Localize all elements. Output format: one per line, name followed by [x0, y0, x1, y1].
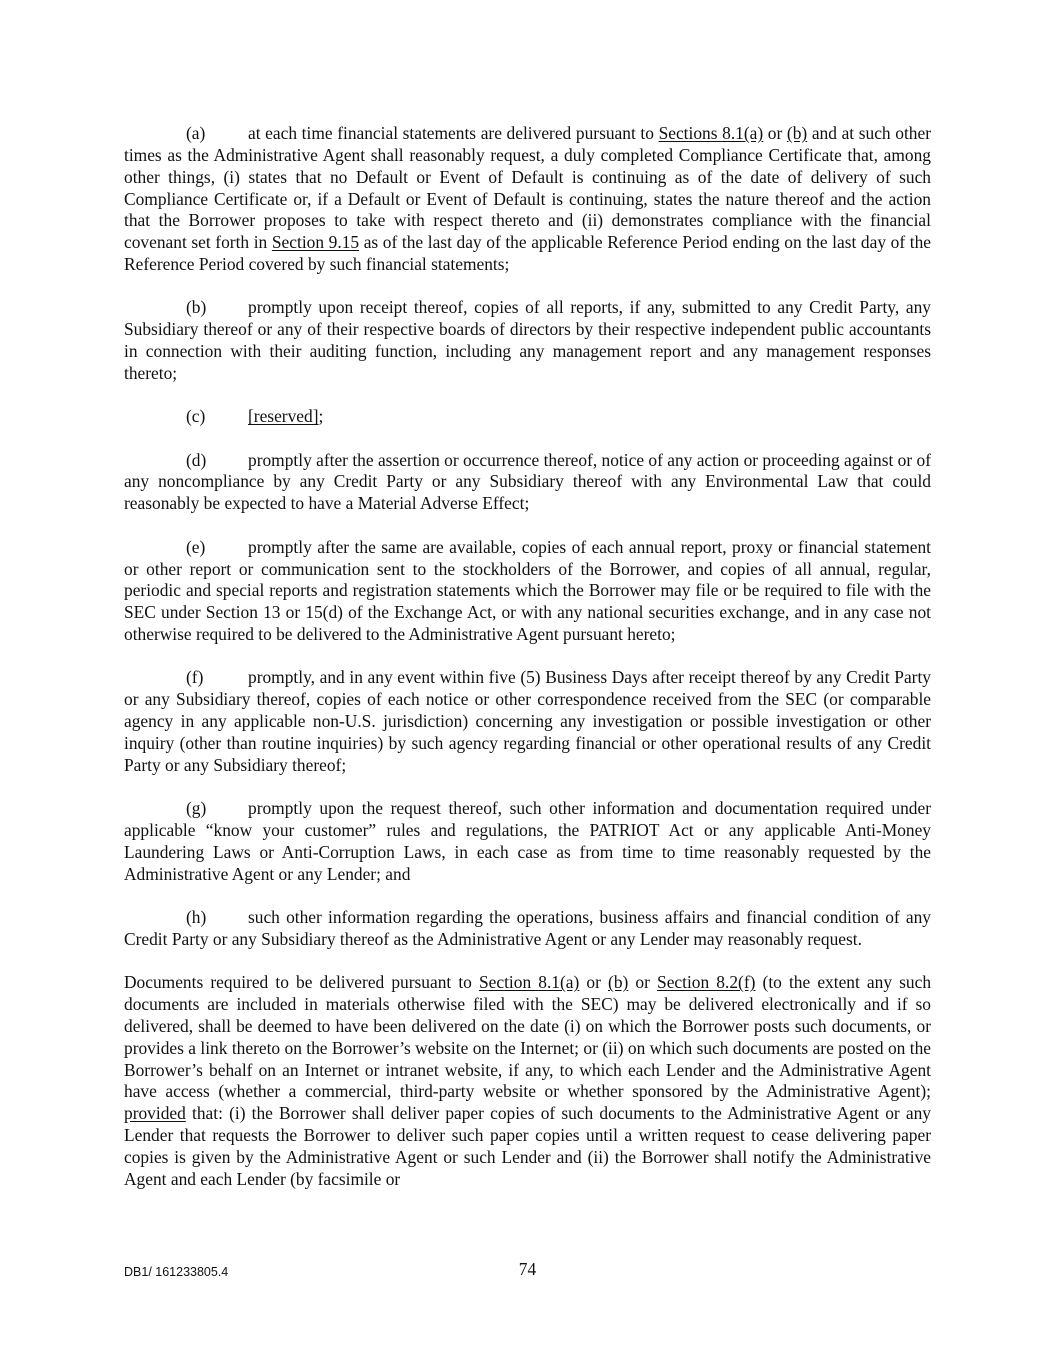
- cross-reference: (b): [608, 972, 629, 993]
- text-run: promptly upon receipt thereof, copies of all reports, if any, submitted to any Credit Party, any Subsidiary thereof or any of their respective boards of directors by their respective independent public accountants in connection with their auditing function, including any management report and any management responses thereto;: [124, 297, 931, 383]
- clause-item: [124, 537, 931, 646]
- cross-reference: [reserved]: [248, 406, 319, 427]
- clause-item: [124, 297, 931, 384]
- clause-label: (d): [186, 449, 207, 470]
- text-run: as of the last day of the applicable Reference Period ending on the last day of the Reference Period covered by such financial statements;: [124, 232, 931, 275]
- clause-item: [124, 907, 931, 951]
- text-run: ;: [318, 406, 324, 427]
- cross-reference: Section 8.1(a): [478, 972, 580, 993]
- page-number: 74: [518, 1259, 537, 1279]
- text-run: or: [763, 123, 787, 143]
- text-run: promptly after the assertion or occurrence thereof, notice of any action or proceeding against or of any noncompliance by any Credit Party or any Subsidiary thereof with any Environmental Law that could reasonably be expected to have a Material Adverse Effect;: [124, 449, 931, 514]
- document-id: DB1/ 161233805.4: [124, 1265, 229, 1279]
- clause-label: (a): [186, 123, 206, 143]
- closing-paragraph: [124, 972, 931, 1190]
- clause-label: (b): [186, 297, 207, 318]
- cross-reference: (b): [786, 123, 808, 143]
- clause-label: (h): [186, 906, 207, 927]
- text-run: promptly after the same are available, copies of each annual report, proxy or financial statement or other report or communication sent to the stockholders of the Borrower, and copies of all annual, regular, periodic and special reports and registration statements which the Borrower may file or be required to file with the SEC under Section 13 or 15(d) of the Exchange Act, or with any national securities exchange, and in any case not otherwise required to be delivered to the Administrative Agent pursuant hereto;: [124, 536, 931, 645]
- text-run: or: [579, 972, 609, 993]
- cross-reference: Section 9.15: [271, 232, 360, 253]
- clause-label: (c): [186, 406, 206, 427]
- document-body: [124, 123, 931, 1212]
- text-run: Documents required to be delivered pursuant to: [124, 972, 479, 993]
- clause-label: (e): [186, 536, 206, 557]
- clause-label: (g): [186, 798, 207, 819]
- text-run: that: (i) the Borrower shall deliver paper copies of such documents to the Administrative Agent or any Lender that requests the Borrower to deliver such paper copies until a written request to cease delivering paper copies is given by the Administrative Agent or such Lender and (ii) the Borrower shall notify the Administrative Agent and each Lender (by facsimile or: [124, 1103, 931, 1189]
- text-run: promptly upon the request thereof, such other information and documentation required under applicable “know your customer” rules and regulations, the PATRIOT Act or any applicable Anti-Money Laundering Laws or Anti-Corruption Laws, in each case as from time to time reasonably requested by the Administrative Agent or any Lender; and: [124, 798, 931, 884]
- clause-item: [124, 667, 931, 776]
- clause-item: [124, 798, 931, 885]
- clause-list: [124, 123, 931, 951]
- cross-reference: Section 8.2(f): [657, 972, 756, 993]
- text-run: such other information regarding the operations, business affairs and financial condition of any Credit Party or any Subsidiary thereof as the Administrative Agent or any Lender may reasonably request.: [124, 906, 931, 949]
- text-run: or: [628, 972, 658, 993]
- text-run: (to the extent any such documents are included in materials otherwise filed with the SEC) may be delivered electronically and if so delivered, shall be deemed to have been delivered on the date (i) on which the Borrower posts such documents, or provides a link thereto on the Borrower’s website on the Internet; or (ii) on which such documents are posted on the Borrower’s behalf on an Internet or intranet website, if any, to which each Lender and the Administrative Agent have access (whether a commercial, third-party website or whether sponsored by the Administrative Agent);: [124, 972, 932, 1102]
- cross-reference: Sections 8.1(a): [658, 123, 764, 143]
- cross-reference: provided: [124, 1103, 186, 1124]
- clause-item: [124, 123, 931, 276]
- text-run: promptly, and in any event within five (5) Business Days after receipt thereof by any Credit Party or any Subsidiary thereof, copies of each notice or other correspondence received from the SEC (or comparable agency in any applicable non-U.S. jurisdiction) concerning any investigation or possible investigation or other inquiry (other than routine inquiries) by such agency regarding financial or other operational results of any Credit Party or any Subsidiary thereof;: [124, 667, 931, 775]
- text-run: and at such other times as the Administrative Agent shall reasonably request, a duly completed Compliance Certificate that, among other things, (i) states that no Default or Event of Default is continuing as of the date of delivery of such Compliance Certificate or, if a Default or Event of Default is continuing, states the nature thereof and the action that the Borrower proposes to take with respect thereto and (ii) demonstrates compliance with the financial covenant set forth in: [124, 123, 931, 253]
- clause-item: [124, 450, 931, 516]
- clause-item: [124, 406, 931, 428]
- text-run: at each time financial statements are delivered pursuant to: [248, 123, 659, 143]
- clause-label: (f): [186, 667, 204, 688]
